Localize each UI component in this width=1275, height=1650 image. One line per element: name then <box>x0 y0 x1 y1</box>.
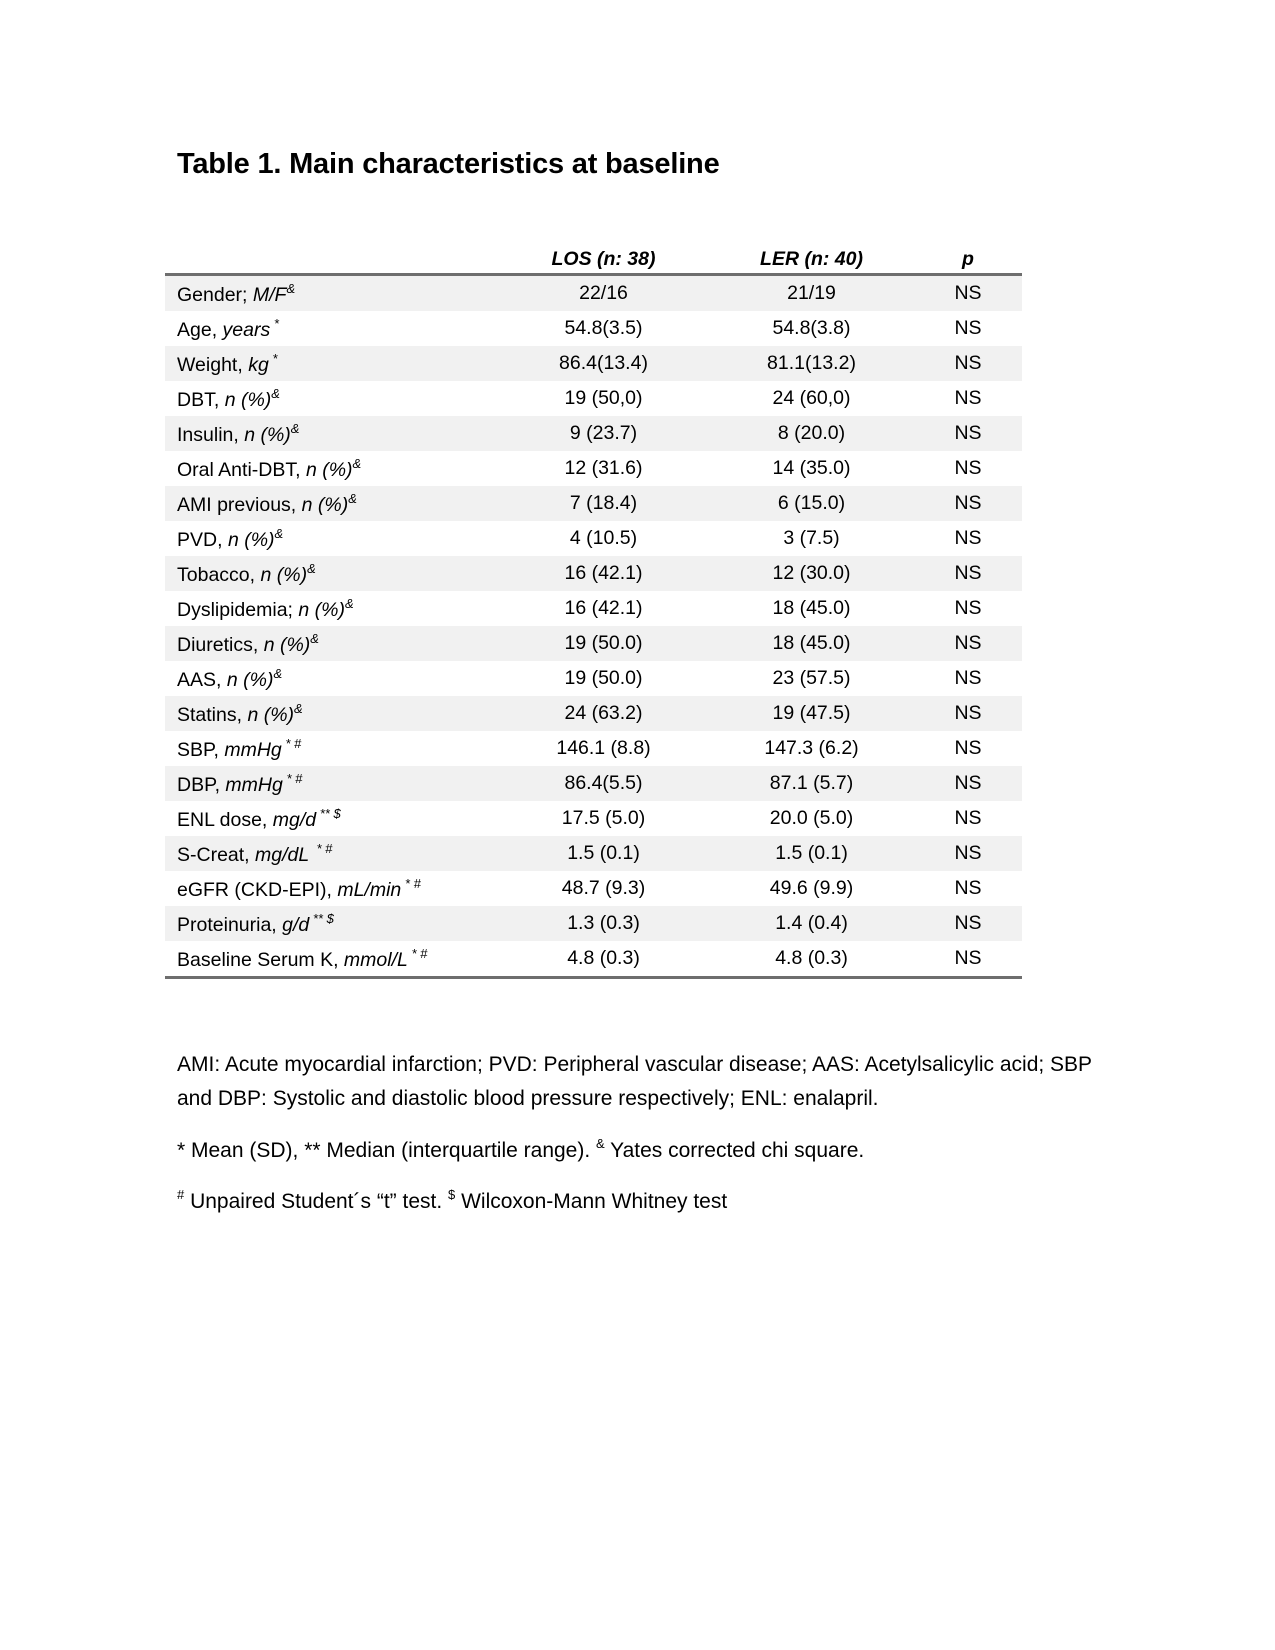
row-footnote-mark: & <box>307 560 316 576</box>
row-label-text: S-Creat, <box>177 843 256 866</box>
p-value: NS <box>954 807 982 829</box>
table-row <box>165 766 1022 801</box>
table-footnotes <box>177 1048 1097 1214</box>
row-footnote-mark: & <box>310 630 319 646</box>
row-label-unit: kg <box>248 353 269 376</box>
row-label-text: Age, <box>177 318 223 341</box>
table-row <box>165 346 1022 381</box>
row-label-unit: mmol/L <box>343 948 408 971</box>
row-footnote-mark: * <box>270 315 279 331</box>
statistics-note-text-2: Yates corrected chi square. <box>604 1139 865 1162</box>
p-value: NS <box>954 842 982 864</box>
ler-value: 1.4 (0.4) <box>775 912 848 934</box>
ler-value: 49.6 (9.9) <box>769 877 854 899</box>
p-value: NS <box>954 317 982 339</box>
row-label-text: PVD, <box>177 528 228 551</box>
los-value: 146.1 (8.8) <box>556 737 651 759</box>
row-label <box>165 456 498 482</box>
p-value: NS <box>954 457 982 479</box>
p-value: NS <box>954 352 982 374</box>
row-label-unit: n (%) <box>226 668 274 691</box>
footnote-mark-dollar: $ <box>448 1187 456 1202</box>
row-label-unit: years <box>222 318 271 341</box>
row-label <box>165 876 498 902</box>
los-value: 16 (42.1) <box>564 562 643 584</box>
row-label-text: eGFR (CKD-EPI), <box>177 878 338 901</box>
row-label <box>165 666 498 692</box>
row-footnote-mark: & <box>286 280 296 296</box>
row-footnote-mark: & <box>352 455 362 471</box>
p-value: NS <box>954 667 982 689</box>
p-value: NS <box>954 597 982 619</box>
los-value: 19 (50.0) <box>564 632 643 654</box>
row-footnote-mark: & <box>273 665 283 681</box>
row-label-unit: M/F <box>252 283 287 306</box>
p-value: NS <box>954 947 982 969</box>
los-value: 48.7 (9.3) <box>561 877 646 899</box>
table-row <box>165 661 1022 696</box>
table-body <box>165 276 1022 976</box>
p-value: NS <box>954 632 982 654</box>
los-value: 86.4(5.5) <box>564 772 643 794</box>
los-value: 22/16 <box>579 282 628 304</box>
los-value: 16 (42.1) <box>564 597 643 619</box>
row-label-text: Gender; <box>177 283 253 306</box>
p-value: NS <box>954 562 982 584</box>
row-label-text: ENL dose, <box>177 808 273 831</box>
row-label-unit: mg/d <box>272 808 317 831</box>
los-value: 9 (23.7) <box>569 422 638 444</box>
table-row <box>165 521 1022 556</box>
los-value: 7 (18.4) <box>569 492 638 514</box>
table-row <box>165 311 1022 346</box>
header-p: p <box>962 248 974 270</box>
row-footnote-mark: & <box>290 420 300 436</box>
ler-value: 23 (57.5) <box>772 667 851 689</box>
tests-note <box>177 1187 1097 1214</box>
row-label-unit: n (%) <box>227 528 275 551</box>
p-value: NS <box>954 737 982 759</box>
los-value: 54.8(3.5) <box>564 317 643 339</box>
table-row <box>165 941 1022 976</box>
row-label <box>165 281 498 307</box>
row-footnote-mark: * # <box>401 875 421 891</box>
tests-note-text: Unpaired Student´s “t” test. <box>184 1190 449 1213</box>
row-label <box>165 946 498 972</box>
row-label <box>165 386 498 412</box>
table-bottom-rule <box>165 976 1022 979</box>
row-label-unit: n (%) <box>263 633 311 656</box>
row-label-text: Dyslipidemia; <box>177 598 299 621</box>
table-row <box>165 906 1022 941</box>
p-value: NS <box>954 387 982 409</box>
ler-value: 81.1(13.2) <box>767 352 856 374</box>
row-footnote-mark: & <box>274 525 284 541</box>
table-row <box>165 381 1022 416</box>
row-label-unit: g/d <box>282 913 310 936</box>
ler-value: 8 (20.0) <box>777 422 846 444</box>
row-label-text: DBP, <box>177 773 226 796</box>
row-label <box>165 631 498 657</box>
row-label-text: SBP, <box>177 738 225 761</box>
p-value: NS <box>954 282 982 304</box>
los-value: 17.5 (5.0) <box>561 807 646 829</box>
ler-value: 18 (45.0) <box>772 632 851 654</box>
row-label-text: Oral Anti-DBT, <box>177 458 306 481</box>
row-label-text: Insulin, <box>177 423 245 446</box>
row-label <box>165 841 498 867</box>
table-row <box>165 591 1022 626</box>
abbreviations-note: AMI: Acute myocardial infarction; PVD: Peripheral vascular disease; AAS: Acetylsalicylic acid; SBP and DBP: Systolic and diastolic blood pressure respectively; ENL: enalapril. <box>177 1053 1092 1110</box>
ler-value: 24 (60,0) <box>772 387 851 409</box>
row-footnote-mark: * # <box>281 735 302 751</box>
row-label-text: Weight, <box>177 353 249 376</box>
ler-value: 1.5 (0.1) <box>775 842 848 864</box>
row-label <box>165 596 498 622</box>
row-label-unit: n (%) <box>305 458 353 481</box>
los-value: 4 (10.5) <box>569 527 638 549</box>
tests-note-text-2: Wilcoxon-Mann Whitney test <box>455 1190 728 1213</box>
p-value: NS <box>954 527 982 549</box>
ler-value: 20.0 (5.0) <box>769 807 854 829</box>
row-label-unit: n (%) <box>298 598 345 621</box>
p-value: NS <box>954 877 982 899</box>
los-value: 1.3 (0.3) <box>567 912 640 934</box>
los-value: 4.8 (0.3) <box>567 947 640 969</box>
row-footnote-mark: & <box>344 595 354 611</box>
table-row <box>165 416 1022 451</box>
ler-value: 18 (45.0) <box>772 597 851 619</box>
table-row <box>165 871 1022 906</box>
p-value: NS <box>954 772 982 794</box>
ler-value: 21/19 <box>787 282 836 304</box>
row-label-text: Proteinuria, <box>177 913 283 936</box>
los-value: 1.5 (0.1) <box>567 842 640 864</box>
los-value: 24 (63.2) <box>564 702 643 724</box>
row-label-unit: n (%) <box>244 423 291 446</box>
row-label <box>165 421 498 447</box>
los-value: 86.4(13.4) <box>559 352 648 374</box>
table-row <box>165 556 1022 591</box>
p-value: NS <box>954 912 982 934</box>
table-row <box>165 696 1022 731</box>
ler-value: 19 (47.5) <box>772 702 851 724</box>
table-header-row <box>165 244 1022 276</box>
row-footnote-mark: * # <box>407 945 428 961</box>
row-label-unit: mg/dL <box>255 843 310 866</box>
row-label-text: AAS, <box>177 668 227 691</box>
ler-value: 147.3 (6.2) <box>764 737 859 759</box>
table-row <box>165 486 1022 521</box>
row-footnote-mark: * <box>268 350 278 366</box>
row-label-unit: n (%) <box>224 388 272 411</box>
row-label-unit: n (%) <box>247 703 295 726</box>
header-los: LOS (n: 38) <box>551 248 656 270</box>
row-label-text: Baseline Serum K, <box>177 948 344 971</box>
header-ler: LER (n: 40) <box>760 248 863 270</box>
row-label <box>165 351 498 377</box>
baseline-characteristics-table <box>165 244 1022 979</box>
row-label <box>165 316 498 342</box>
ler-value: 12 (30.0) <box>772 562 851 584</box>
row-label <box>165 771 498 797</box>
table-row <box>165 836 1022 871</box>
row-label-text: Diuretics, <box>177 633 264 656</box>
statistics-note-text: * Mean (SD), ** Median (interquartile range). <box>177 1139 597 1162</box>
ler-value: 54.8(3.8) <box>772 317 851 339</box>
ler-value: 6 (15.0) <box>777 492 846 514</box>
statistics-note <box>177 1136 1097 1163</box>
row-label-unit: n (%) <box>301 493 349 516</box>
table-row <box>165 801 1022 836</box>
row-footnote-mark: ** $ <box>316 805 341 821</box>
ler-value: 14 (35.0) <box>772 457 851 479</box>
row-label-text: DBT, <box>177 388 225 411</box>
los-value: 19 (50.0) <box>564 667 643 689</box>
los-value: 19 (50,0) <box>564 387 643 409</box>
row-label <box>165 526 498 552</box>
row-label-text: AMI previous, <box>177 493 302 516</box>
table-row <box>165 451 1022 486</box>
row-label <box>165 806 498 832</box>
row-label <box>165 701 498 727</box>
footnote-mark-hash: # <box>177 1187 185 1202</box>
table-row <box>165 626 1022 661</box>
los-value: 12 (31.6) <box>564 457 643 479</box>
row-footnote-mark: & <box>294 700 303 716</box>
ler-value: 87.1 (5.7) <box>769 772 854 794</box>
p-value: NS <box>954 492 982 514</box>
row-label-unit: n (%) <box>260 563 308 586</box>
row-label-text: Tobacco, <box>177 563 261 586</box>
table-row <box>165 731 1022 766</box>
row-label <box>165 911 498 937</box>
footnote-mark-ampersand: & <box>596 1136 605 1151</box>
p-value: NS <box>954 702 982 724</box>
row-footnote-mark: ** $ <box>309 910 334 926</box>
row-footnote-mark: & <box>348 490 357 506</box>
table-row <box>165 276 1022 311</box>
row-label-unit: mmHg <box>225 773 283 796</box>
row-label <box>165 561 498 587</box>
row-footnote-mark: & <box>271 385 280 401</box>
row-label <box>165 736 498 762</box>
ler-value: 3 (7.5) <box>783 527 840 549</box>
row-label-unit: mmHg <box>224 738 282 761</box>
row-footnote-mark: * # <box>282 770 303 786</box>
table-title: Table 1. Main characteristics at baseline <box>177 148 720 180</box>
row-footnote-mark: * # <box>309 840 333 856</box>
row-label-unit: mL/min <box>337 878 402 901</box>
ler-value: 4.8 (0.3) <box>775 947 848 969</box>
row-label <box>165 491 498 517</box>
row-label-text: Statins, <box>177 703 248 726</box>
p-value: NS <box>954 422 982 444</box>
